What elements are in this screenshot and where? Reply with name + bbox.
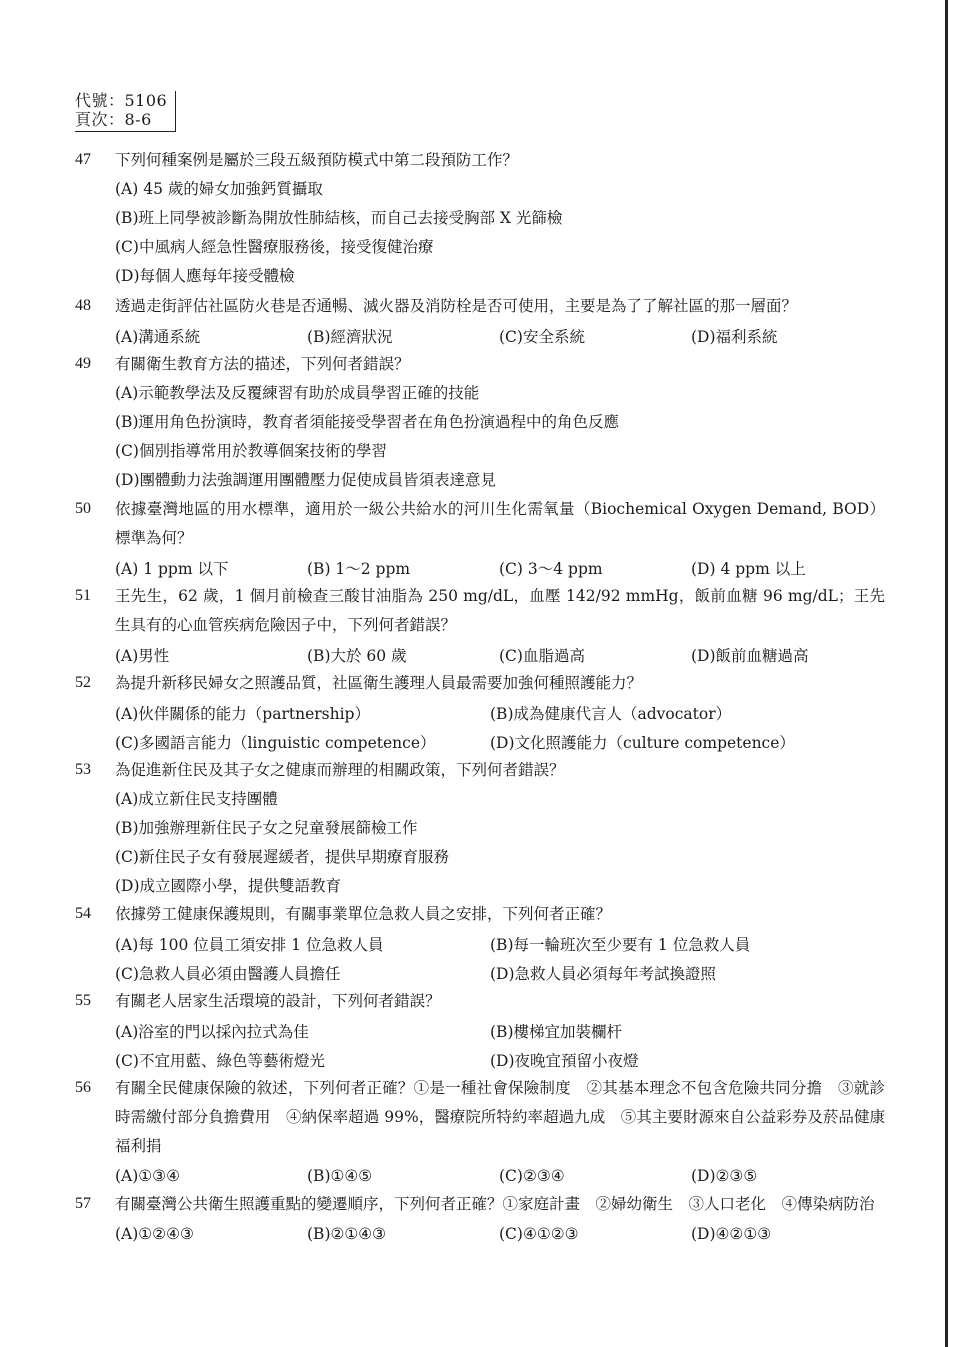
option-c[interactable]: (C)中風病人經急性醫療服務後，接受復健治療 <box>115 238 434 256</box>
option-d[interactable]: (D)飯前血糖過高 <box>691 646 809 665</box>
option-b[interactable]: (B)樓梯宜加裝欄杆 <box>490 1022 622 1041</box>
question-57 <box>70 1190 885 1248</box>
option-d[interactable]: (D)文化照護能力（culture competence） <box>490 733 795 752</box>
option-c[interactable]: (C)個別指導常用於教導個案技術的學習 <box>115 442 387 460</box>
option-c[interactable]: (C) 3～4 ppm <box>499 559 603 578</box>
option-c[interactable]: (C)②③④ <box>499 1166 565 1185</box>
question-number: 53 <box>75 761 91 778</box>
question-number: 51 <box>75 587 91 604</box>
option-a[interactable]: (A)示範教學法及反覆練習有助於成員學習正確的技能 <box>115 384 480 402</box>
question-55 <box>70 987 885 1074</box>
option-a[interactable]: (A)溝通系統 <box>115 327 201 346</box>
option-a[interactable]: (A)成立新住民支持團體 <box>115 790 278 808</box>
question-54 <box>70 900 885 987</box>
question-49 <box>70 350 885 495</box>
question-number: 47 <box>75 151 91 168</box>
question-number: 55 <box>75 992 91 1009</box>
option-b[interactable]: (B)加強辦理新住民子女之兒童發展篩檢工作 <box>115 819 418 837</box>
option-b[interactable]: (B)大於 60 歲 <box>307 646 407 665</box>
options <box>115 1219 885 1248</box>
option-a[interactable]: (A)①③④ <box>115 1166 180 1185</box>
options <box>115 379 885 495</box>
question-stem: 有關全民健康保險的敘述，下列何者正確？①是一種社會保險制度 ②其基本理念不包含危險共同分擔 ③就診時需繳付部分負擔費用 ④納保率超過 99%，醫療院所特約率超過九成 ⑤其主要財源來自公益彩券及菸品健康福利捐 <box>115 1079 885 1155</box>
question-47 <box>70 146 885 291</box>
option-a[interactable]: (A)伙伴關係的能力（partnership） <box>115 704 370 723</box>
page-right-border <box>945 0 948 1347</box>
option-a[interactable]: (A)①②④③ <box>115 1224 194 1243</box>
option-d[interactable]: (D)團體動力法強調運用團體壓力促使成員皆須表達意見 <box>115 471 497 489</box>
option-c[interactable]: (C)急救人員必須由醫護人員擔任 <box>115 964 341 983</box>
option-b[interactable]: (B)②①④③ <box>307 1224 387 1243</box>
question-stem: 透過走街評估社區防火巷是否通暢、滅火器及消防栓是否可使用，主要是為了了解社區的那一層面？ <box>115 297 798 315</box>
question-number: 54 <box>75 905 91 922</box>
question-53 <box>70 756 885 901</box>
option-b[interactable]: (B)每一輪班次至少要有 1 位急救人員 <box>490 935 751 954</box>
question-51 <box>70 582 885 669</box>
option-a[interactable]: (A)每 100 位員工須安排 1 位急救人員 <box>115 935 384 954</box>
question-stem: 有關臺灣公共衛生照護重點的變遷順序，下列何者正確？①家庭計畫 ②婦幼衛生 ③人口老化 ④傳染病防治 <box>115 1195 875 1213</box>
question-number: 50 <box>75 500 91 517</box>
options <box>115 1161 885 1190</box>
question-48 <box>70 292 885 350</box>
option-c[interactable]: (C)不宜用藍、綠色等藝術燈光 <box>115 1051 325 1070</box>
page-number: 頁次：8-6 <box>75 110 152 129</box>
option-a[interactable]: (A)浴室的門以採內拉式為佳 <box>115 1022 309 1041</box>
question-56 <box>70 1074 885 1190</box>
option-c[interactable]: (C)新住民子女有發展遲緩者，提供早期療育服務 <box>115 848 449 866</box>
question-number: 49 <box>75 355 91 372</box>
exam-header <box>75 91 176 132</box>
option-d[interactable]: (D)②③⑤ <box>691 1166 758 1185</box>
options <box>115 698 885 756</box>
question-number: 56 <box>75 1079 91 1096</box>
options <box>115 785 885 901</box>
question-stem: 為促進新住民及其子女之健康而辦理的相關政策，下列何者錯誤？ <box>115 761 565 779</box>
question-stem: 有關老人居家生活環境的設計，下列何者錯誤？ <box>115 992 441 1010</box>
question-52 <box>70 669 885 756</box>
option-b[interactable]: (B)班上同學被診斷為開放性肺結核，而自己去接受胸部 X 光篩檢 <box>115 209 563 227</box>
option-c[interactable]: (C)④①②③ <box>499 1224 579 1243</box>
question-stem: 依據勞工健康保護規則，有關事業單位急救人員之安排，下列何者正確？ <box>115 905 612 923</box>
option-d[interactable]: (D)福利系統 <box>691 327 778 346</box>
question-number: 57 <box>75 1195 91 1212</box>
question-50 <box>70 495 885 582</box>
option-b[interactable]: (B)①④⑤ <box>307 1166 373 1185</box>
options <box>115 640 885 669</box>
question-stem: 為提升新移民婦女之照護品質，社區衛生護理人員最需要加強何種照護能力？ <box>115 674 643 692</box>
question-number: 48 <box>75 297 91 314</box>
option-b[interactable]: (B)運用角色扮演時，教育者須能接受學習者在角色扮演過程中的角色反應 <box>115 413 619 431</box>
options <box>115 929 885 987</box>
option-b[interactable]: (B) 1～2 ppm <box>307 559 411 578</box>
option-c[interactable]: (C)安全系統 <box>499 327 585 346</box>
option-a[interactable]: (A) 45 歲的婦女加強鈣質攝取 <box>115 180 323 198</box>
option-d[interactable]: (D)每個人應每年接受體檢 <box>115 267 295 285</box>
option-c[interactable]: (C)多國語言能力（linguistic competence） <box>115 733 436 752</box>
options <box>115 321 885 350</box>
options <box>115 553 885 582</box>
option-d[interactable]: (D)急救人員必須每年考試換證照 <box>490 964 717 983</box>
exam-code: 代號：5106 <box>75 91 168 110</box>
question-stem: 有關衛生教育方法的描述，下列何者錯誤？ <box>115 355 410 373</box>
option-b[interactable]: (B)成為健康代言人（advocator） <box>490 704 732 723</box>
option-c[interactable]: (C)血脂過高 <box>499 646 585 665</box>
options <box>115 1016 885 1074</box>
options <box>115 175 885 291</box>
question-stem: 依據臺灣地區的用水標準，適用於一級公共給水的河川生化需氧量（Biochemical Oxygen Demand, BOD）標準為何？ <box>115 500 885 547</box>
option-d[interactable]: (D)成立國際小學，提供雙語教育 <box>115 877 342 895</box>
question-number: 52 <box>75 674 91 691</box>
question-stem: 王先生，62 歲，1 個月前檢查三酸甘油脂為 250 mg/dL，血壓 142/92 mmHg，飯前血糖 96 mg/dL；王先生具有的心血管疾病危險因子中，下列何者錯誤？ <box>115 587 885 634</box>
option-b[interactable]: (B)經濟狀況 <box>307 327 393 346</box>
option-d[interactable]: (D) 4 ppm 以上 <box>691 559 806 578</box>
option-a[interactable]: (A) 1 ppm 以下 <box>115 559 229 578</box>
option-d[interactable]: (D)④②①③ <box>691 1224 772 1243</box>
option-d[interactable]: (D)夜晚宜預留小夜燈 <box>490 1051 639 1070</box>
option-a[interactable]: (A)男性 <box>115 646 170 665</box>
question-stem: 下列何種案例是屬於三段五級預防模式中第二段預防工作？ <box>115 151 519 169</box>
